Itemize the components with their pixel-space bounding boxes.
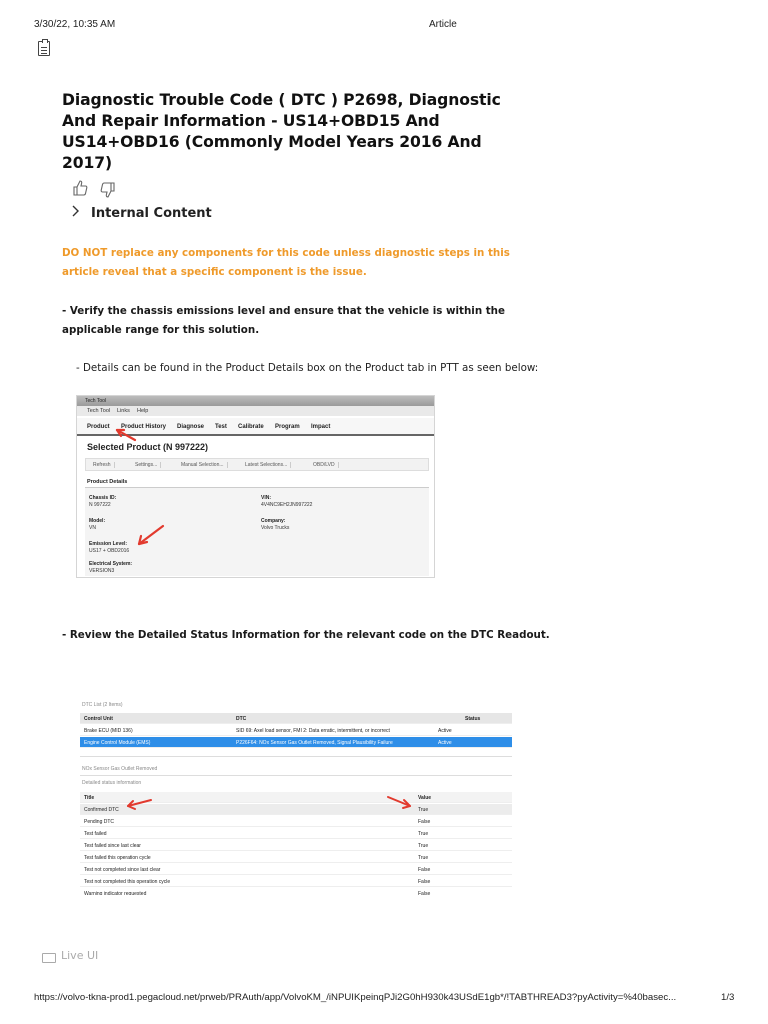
document-icon xyxy=(38,41,50,56)
red-arrow-annotations xyxy=(78,699,512,895)
column-header: Value xyxy=(418,795,432,801)
emission-level-label: Emission Level: xyxy=(89,541,128,547)
column-header: Control Unit xyxy=(84,716,113,722)
thumbs-down-icon[interactable] xyxy=(100,182,116,202)
detailed-status-label: Detailed status information xyxy=(82,780,142,786)
table-cell: Active xyxy=(438,728,452,734)
detail-title: Test failed xyxy=(84,831,107,837)
print-datetime: 3/30/22, 10:35 AM xyxy=(34,19,116,30)
window-title: Tech Tool xyxy=(85,398,107,404)
company-label: Company: xyxy=(261,518,286,524)
detail-value: False xyxy=(418,867,431,873)
detail-title: Test failed since last clear xyxy=(84,843,141,849)
page-url: https://volvo-tkna-prod1.pegacloud.net/prweb/PRAuth/app/VolvoKM_/iNPUIKpeinqPJi2G0hH930k43USdE1gb*/!TABTHREAD3?pyActivity=%40basec... xyxy=(34,992,677,1003)
detail-title: Warning indicator requested xyxy=(84,891,147,895)
vin-label: VIN: xyxy=(261,495,271,501)
detail-value: False xyxy=(418,819,431,825)
menu-item: Links xyxy=(117,408,130,414)
table-cell: Active xyxy=(438,740,452,746)
company-value: Volvo Trucks xyxy=(261,525,290,531)
selected-product-heading: Selected Product (N 997222) xyxy=(87,442,209,452)
thumbs-up-icon[interactable] xyxy=(72,180,88,200)
menu-item: Help xyxy=(137,408,149,414)
manual-selection-button: Manual Selection... xyxy=(178,462,228,468)
page-number: 1/3 xyxy=(721,992,735,1003)
detail-title: Test not completed this operation cycle xyxy=(84,879,171,885)
obd-dropdown: OBD/LVD xyxy=(310,462,339,468)
red-arrow-icon xyxy=(117,430,135,440)
verify-instruction: - Verify the chassis emissions level and ensure that the vehicle is within the applicable range for this solution. xyxy=(62,305,505,336)
model-label: Model: xyxy=(89,518,106,524)
warning-text: DO NOT replace any components for this code unless diagnostic steps in this article reveal that a specific component is the issue. xyxy=(62,247,510,278)
red-arrow-icon xyxy=(139,526,163,544)
review-instruction: - Review the Detailed Status Information for the relevant code on the DTC Readout. xyxy=(62,629,550,641)
detail-value: True xyxy=(418,831,429,837)
product-details-label: Product Details xyxy=(87,479,128,485)
dtc-readout-screenshot xyxy=(78,699,512,895)
detail-title: Confirmed DTC xyxy=(84,807,119,813)
dtc-list-title: DTC List (2 Items) xyxy=(82,702,123,708)
tab-program: Program xyxy=(275,424,300,430)
latest-selections-button: Latest Selections... xyxy=(242,462,291,468)
details-instruction: - Details can be found in the Product Details box on the Product tab in PTT as seen below: xyxy=(76,362,539,374)
chassis-label: Chassis ID: xyxy=(89,495,117,501)
live-ui-link[interactable]: Live UI xyxy=(61,949,99,962)
red-arrow-icon xyxy=(128,800,151,809)
tab-diagnose: Diagnose xyxy=(177,424,205,430)
column-header: Status xyxy=(465,716,481,722)
tab-test: Test xyxy=(215,424,227,430)
model-value: VN xyxy=(89,525,96,531)
table-cell: SID 69: Axel load sensor, FMI 2: Data erratic, intermittent, or incorrect xyxy=(236,728,390,734)
tech-tool-screenshot xyxy=(76,395,435,578)
electrical-label: Electrical System: xyxy=(89,561,133,567)
table-cell: Brake ECU (MID 136) xyxy=(84,728,133,734)
tab-calibrate: Calibrate xyxy=(238,424,264,430)
print-title: Article xyxy=(429,19,457,30)
internal-content-toggle[interactable]: Internal Content xyxy=(91,206,212,221)
section-title: NOx Sensor Gas Outlet Removed xyxy=(82,766,158,772)
tab-impact: Impact xyxy=(311,424,331,430)
tab-product: Product xyxy=(87,424,110,430)
refresh-button: Refresh xyxy=(90,462,115,468)
tab-product-history: Product History xyxy=(121,424,167,430)
chassis-value: N 997222 xyxy=(89,502,111,508)
live-ui-icon xyxy=(42,953,56,963)
chevron-right-icon[interactable] xyxy=(70,204,80,222)
article-title: Diagnostic Trouble Code ( DTC ) P2698, Diagnostic And Repair Information - US14+OBD15 And US14+OBD16 (Commonly Model Years 2016 And 2017) xyxy=(62,91,501,172)
vin-value: 4V4NC9EH2JN997222 xyxy=(261,502,313,508)
column-header: Title xyxy=(84,795,95,801)
column-header: DTC xyxy=(236,716,247,722)
settings-button: Settings... xyxy=(132,462,161,468)
detail-value: True xyxy=(418,855,429,861)
detail-value: False xyxy=(418,879,431,885)
electrical-value: VERSION3 xyxy=(89,568,115,574)
detail-title: Test failed this operation cycle xyxy=(84,855,151,861)
table-cell: P226F64: NOx Sensor Gas Outlet Removed, Signal Plausibility Failure xyxy=(236,740,393,746)
detail-title: Pending DTC xyxy=(84,819,115,825)
detail-value: True xyxy=(418,843,429,849)
detail-value: True xyxy=(418,807,429,813)
menu-item: Tech Tool xyxy=(87,408,111,414)
red-arrow-annotations xyxy=(77,396,435,578)
red-arrow-icon xyxy=(388,797,410,808)
table-cell: Engine Control Module (EMS) xyxy=(84,740,151,746)
detail-value: False xyxy=(418,891,431,895)
emission-level-value: US17 + OBD2016 xyxy=(89,548,130,554)
detail-title: Test not completed since last clear xyxy=(84,867,161,873)
